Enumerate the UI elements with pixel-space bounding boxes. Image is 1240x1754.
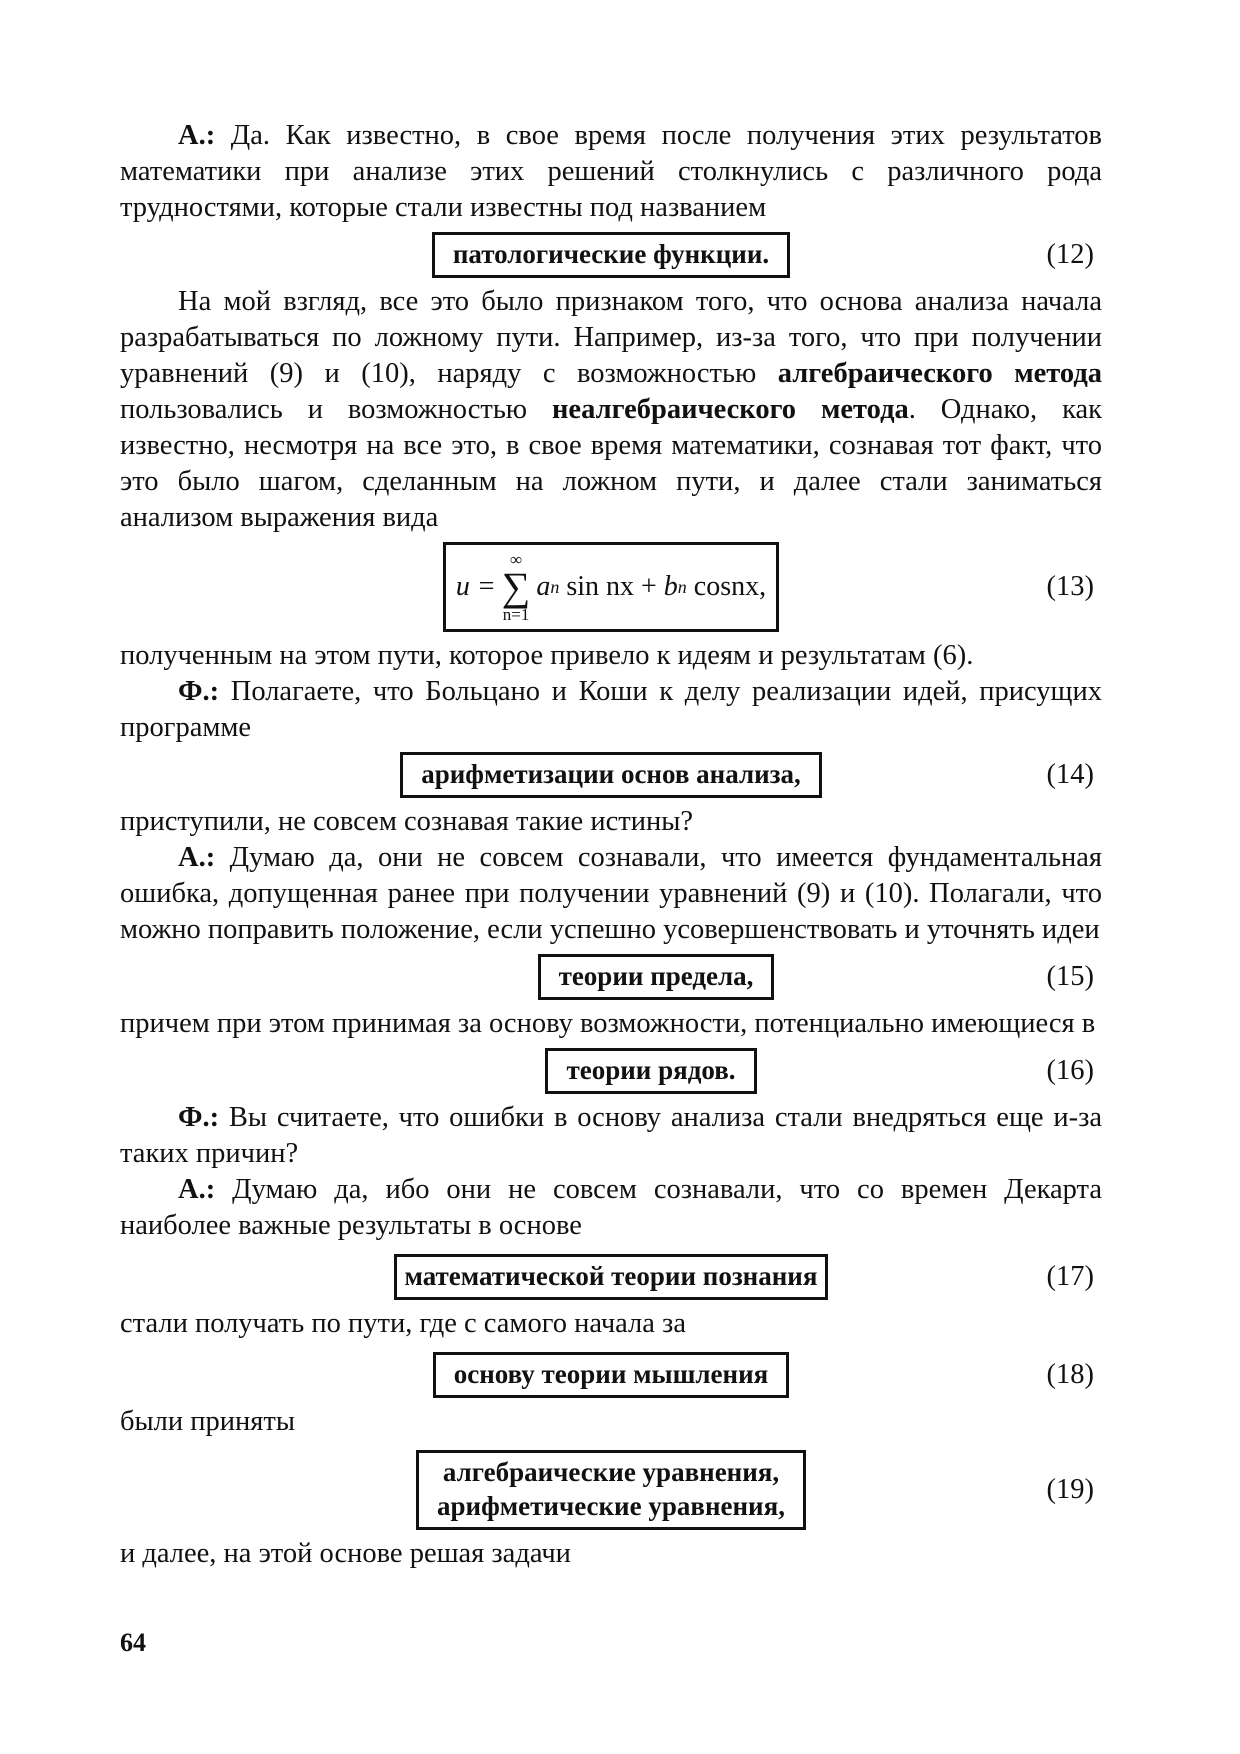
equation-12	[120, 232, 1102, 278]
paragraph-text: пользовались и возможностью	[120, 394, 553, 425]
equation-17	[120, 1254, 1102, 1300]
equation-16	[120, 1048, 1102, 1094]
paragraph-6	[120, 840, 1102, 948]
equation-19	[120, 1450, 1102, 1530]
speaker-label: А.:	[178, 842, 216, 873]
page-number: 64	[120, 1628, 146, 1657]
paragraph-5: приступили, не совсем сознавая такие истины?	[120, 806, 693, 837]
paragraph-3: полученным на этом пути, которое привело к идеям и результатам (6).	[120, 640, 974, 671]
equation-number: (15)	[1046, 961, 1094, 992]
formula-middle: sin nx +	[559, 571, 664, 602]
paragraph-11: были приняты	[120, 1406, 295, 1437]
summation	[502, 551, 531, 623]
paragraph-text: Думаю да, они не совсем сознавали, что имеется фундаментальная ошибка, допущенная ранее при получении уравнений (9) и (10). Полагали, что можно поправить положение, если успешно усовершенствовать и уточнять идеи	[120, 842, 1102, 945]
equation-number: (13)	[1046, 571, 1094, 602]
equation-number: (17)	[1046, 1261, 1094, 1292]
equation-18	[120, 1352, 1102, 1398]
paragraph-text: Да. Как известно, в свое время после получения этих результатов математики при анализе этих решений столкнулись с различного рода трудностями, которые стали известны под названием	[120, 120, 1102, 223]
equation-number: (19)	[1046, 1474, 1094, 1505]
equation-line: алгебраические уравнения,	[442, 1457, 780, 1487]
subscript: n	[677, 576, 687, 597]
paragraph-12: и далее, на этой основе решая задачи	[120, 1538, 571, 1569]
paragraph-text: Полагаете, что Больцано и Коши к делу реализации идей, присущих программе	[120, 676, 1102, 743]
speaker-label: Ф.:	[178, 1102, 220, 1133]
paragraph-10: стали получать по пути, где с самого начала за	[120, 1308, 686, 1339]
paragraph-7: причем при этом принимая за основу возможности, потенциально имеющиеся в	[120, 1008, 1096, 1039]
equation-box: основу теории мышления	[433, 1352, 790, 1398]
paragraph-text: Вы считаете, что ошибки в основу анализа стали внедряться еще и-за таких причин?	[120, 1102, 1102, 1169]
equation-box: арифметизации основ анализа,	[400, 752, 822, 798]
page-content	[120, 118, 1102, 1572]
bold-term: алгебраического метода	[777, 358, 1102, 389]
equation-number: (16)	[1046, 1055, 1094, 1086]
paragraph-1	[120, 118, 1102, 226]
equation-number: (18)	[1046, 1359, 1094, 1390]
paragraph-9	[120, 1172, 1102, 1244]
equation-box: теории рядов.	[545, 1048, 756, 1094]
equation-box	[416, 1450, 806, 1530]
coef-b: b	[663, 571, 678, 602]
sum-lower-limit: n=1	[502, 605, 530, 624]
formula-box	[443, 542, 779, 632]
equation-number: (14)	[1046, 759, 1094, 790]
subscript: n	[550, 576, 560, 597]
equation-13	[120, 542, 1102, 632]
equation-box: патологические функции.	[432, 232, 790, 278]
speaker-label: А.:	[178, 120, 216, 151]
equation-line: арифметические уравнения,	[437, 1491, 785, 1521]
sum-symbol: ∑	[501, 564, 531, 609]
formula-end: cosnx,	[686, 571, 767, 602]
equation-15	[120, 954, 1102, 1000]
paragraph-8	[120, 1100, 1102, 1172]
paragraph-text: На мой взгляд, все это было признаком того, что основа анализа начала разрабатываться по ложному пути. Например, из-за того, что при получении уравнений (9) и (10), наряду с возможностью	[120, 286, 1102, 389]
equation-box: математической теории познания	[394, 1254, 829, 1300]
bold-term: неалгебраического метода	[552, 394, 909, 425]
coef-a: a	[536, 571, 551, 602]
speaker-label: Ф.:	[178, 676, 220, 707]
formula-lhs: u =	[455, 571, 496, 602]
paragraph-2	[120, 284, 1102, 536]
equation-box: теории предела,	[538, 954, 775, 1000]
equation-number: (12)	[1046, 239, 1094, 270]
paragraph-4	[120, 674, 1102, 746]
speaker-label: А.:	[178, 1174, 216, 1205]
paragraph-text: . Однако, как известно, несмотря на все это, в свое время математики, сознавая тот факт, что это было шагом, сделанным на ложном пути, и далее стали заниматься анализом выражения вида	[120, 394, 1103, 533]
paragraph-text: Думаю да, ибо они не совсем сознавали, что со времен Декарта наиболее важные результаты в основе	[120, 1174, 1102, 1241]
sum-upper-limit: ∞	[509, 550, 523, 569]
equation-14	[120, 752, 1102, 798]
